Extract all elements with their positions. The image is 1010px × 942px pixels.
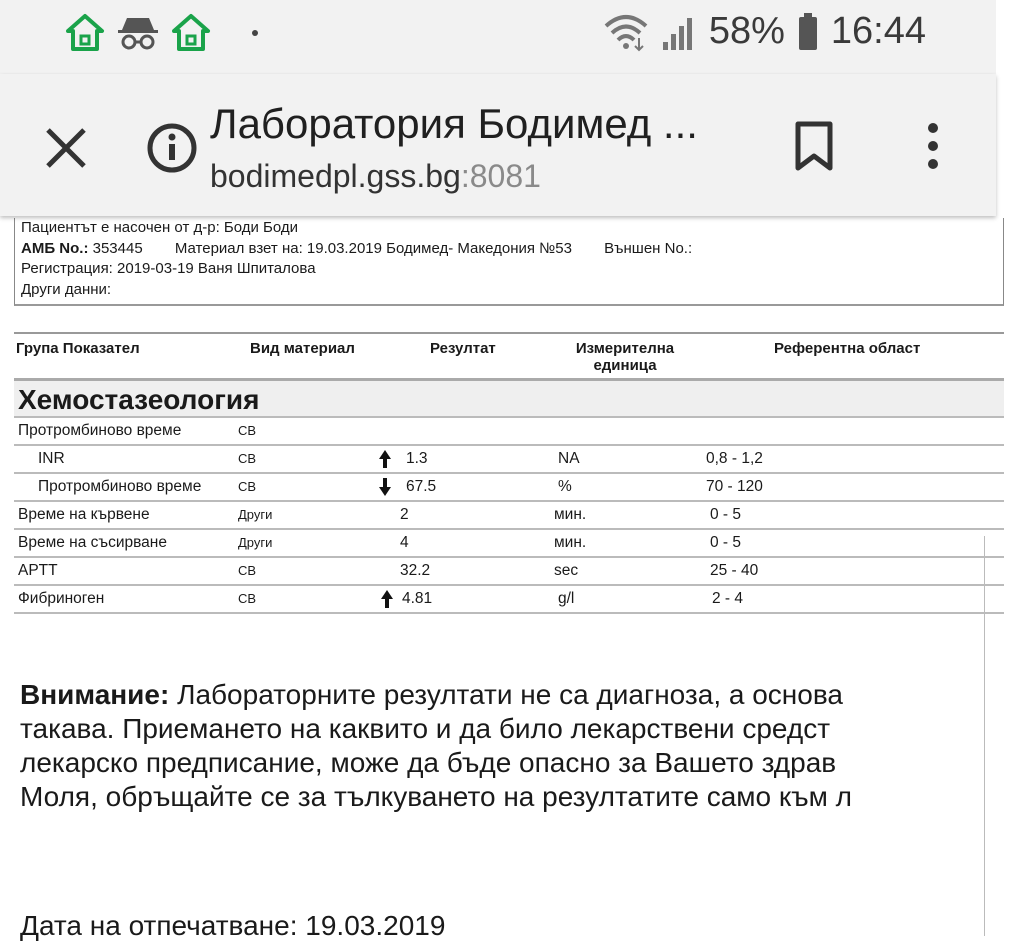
- row-result: 2: [400, 506, 409, 523]
- row-unit: мин.: [554, 506, 587, 523]
- report-document: [0, 216, 996, 941]
- warning-label: Внимание:: [20, 679, 170, 710]
- other-data: Други данни:: [21, 280, 112, 298]
- row-reference: 2 - 4: [712, 590, 744, 607]
- close-icon[interactable]: [40, 122, 92, 174]
- warning-line: Лабораторните резултати не са диагноза, а основа: [169, 679, 843, 710]
- referred-by: Пациентът е насочен от д-р: Боди Боди: [21, 219, 299, 236]
- info-icon[interactable]: [146, 122, 198, 174]
- table-row: [14, 502, 1004, 530]
- table-row: [14, 558, 1004, 586]
- table-row: [14, 530, 1004, 558]
- col-reference: Референтна област: [774, 340, 921, 357]
- row-material: СВ: [238, 591, 257, 606]
- battery-percent: 58%: [708, 10, 785, 52]
- row-name: Време на кървене: [18, 506, 150, 523]
- incognito-icon: [116, 12, 160, 54]
- amb-label: АМБ No.:: [21, 239, 89, 257]
- row-material: СВ: [238, 451, 257, 466]
- table-row: [14, 446, 1004, 474]
- row-unit: мин.: [554, 534, 587, 551]
- arrow-down-icon: [378, 477, 392, 497]
- col-material: Вид материал: [250, 340, 355, 357]
- custom-tab-toolbar: [0, 74, 996, 216]
- warning-paragraph: [20, 678, 1010, 814]
- row-result: 67.5: [406, 478, 437, 495]
- row-reference: 0 - 5: [710, 506, 742, 523]
- warning-line: такава. Приемането на каквито и да било лекарствени средст: [20, 713, 831, 744]
- notification-dot: [252, 30, 258, 36]
- arrow-up-icon: [378, 449, 392, 469]
- row-material: СВ: [238, 423, 257, 438]
- row-result: 4: [400, 534, 409, 551]
- wifi-icon: [603, 12, 649, 52]
- material-taken: Материал взет на: 19.03.2019 Бодимед- Македония №53: [174, 239, 572, 257]
- warning-line: Моля, обръщайте се за тълкуването на резултатите само към л: [20, 781, 852, 812]
- row-unit: NA: [558, 450, 580, 467]
- row-material: Други: [238, 535, 273, 550]
- row-unit: g/l: [558, 590, 575, 607]
- row-reference: 70 - 120: [706, 478, 763, 495]
- row-name: Време на съсирване: [18, 534, 167, 551]
- col-unit-line1: Измерителна: [575, 340, 675, 357]
- row-unit: sec: [554, 562, 579, 579]
- row-result: 1.3: [406, 450, 428, 467]
- print-date: Дата на отпечатване: 19.03.2019: [20, 910, 446, 941]
- row-result: 32.2: [400, 562, 431, 579]
- status-bar: [0, 0, 996, 74]
- arrow-up-icon: [380, 589, 394, 609]
- row-unit: %: [558, 478, 572, 495]
- row-reference: 25 - 40: [710, 562, 759, 579]
- battery-icon: [797, 12, 819, 52]
- row-reference: 0 - 5: [710, 534, 742, 551]
- row-material: СВ: [238, 563, 257, 578]
- row-name: INR: [38, 450, 65, 467]
- row-reference: 0,8 - 1,2: [706, 450, 763, 467]
- row-material: Други: [238, 507, 273, 522]
- url-port: :8081: [460, 158, 541, 194]
- col-result: Резултат: [430, 340, 496, 357]
- more-options-icon[interactable]: [918, 120, 948, 172]
- home-icon: [170, 12, 212, 54]
- external-no: Външен No.:: [604, 239, 693, 257]
- clock: 16:44: [830, 10, 926, 52]
- signal-icon: [661, 12, 697, 52]
- table-row: [14, 474, 1004, 502]
- url-host: bodimedpl.gss.bg: [210, 158, 461, 194]
- page-url: [210, 158, 541, 195]
- row-name: Протромбиново време: [38, 478, 202, 495]
- page-title: Лаборатория Бодимед ...: [210, 100, 698, 147]
- table-row: [14, 418, 1004, 446]
- section-title: Хемостазеология: [14, 378, 1004, 418]
- col-group: Група Показател: [16, 340, 140, 357]
- row-name: Фибриноген: [18, 590, 105, 607]
- results-table: [14, 332, 1004, 614]
- row-name: APTT: [18, 562, 58, 579]
- registration: Регистрация: 2019-03-19 Ваня Шпиталова: [21, 260, 316, 277]
- bookmark-icon[interactable]: [792, 120, 836, 172]
- col-unit: [560, 340, 690, 374]
- col-unit-line2: единица: [593, 357, 657, 374]
- row-result: 4.81: [402, 590, 433, 607]
- patient-info-box: [14, 218, 1004, 306]
- row-name: Протромбиново време: [18, 422, 182, 439]
- amb-line: [21, 239, 1003, 260]
- amb-value: 353445: [92, 239, 143, 257]
- table-header: [14, 332, 1004, 378]
- row-material: СВ: [238, 479, 257, 494]
- warning-line: лекарско предписание, може да бъде опасно за Вашето здрав: [20, 747, 837, 778]
- table-row: [14, 586, 1004, 614]
- home-icon: [64, 12, 106, 54]
